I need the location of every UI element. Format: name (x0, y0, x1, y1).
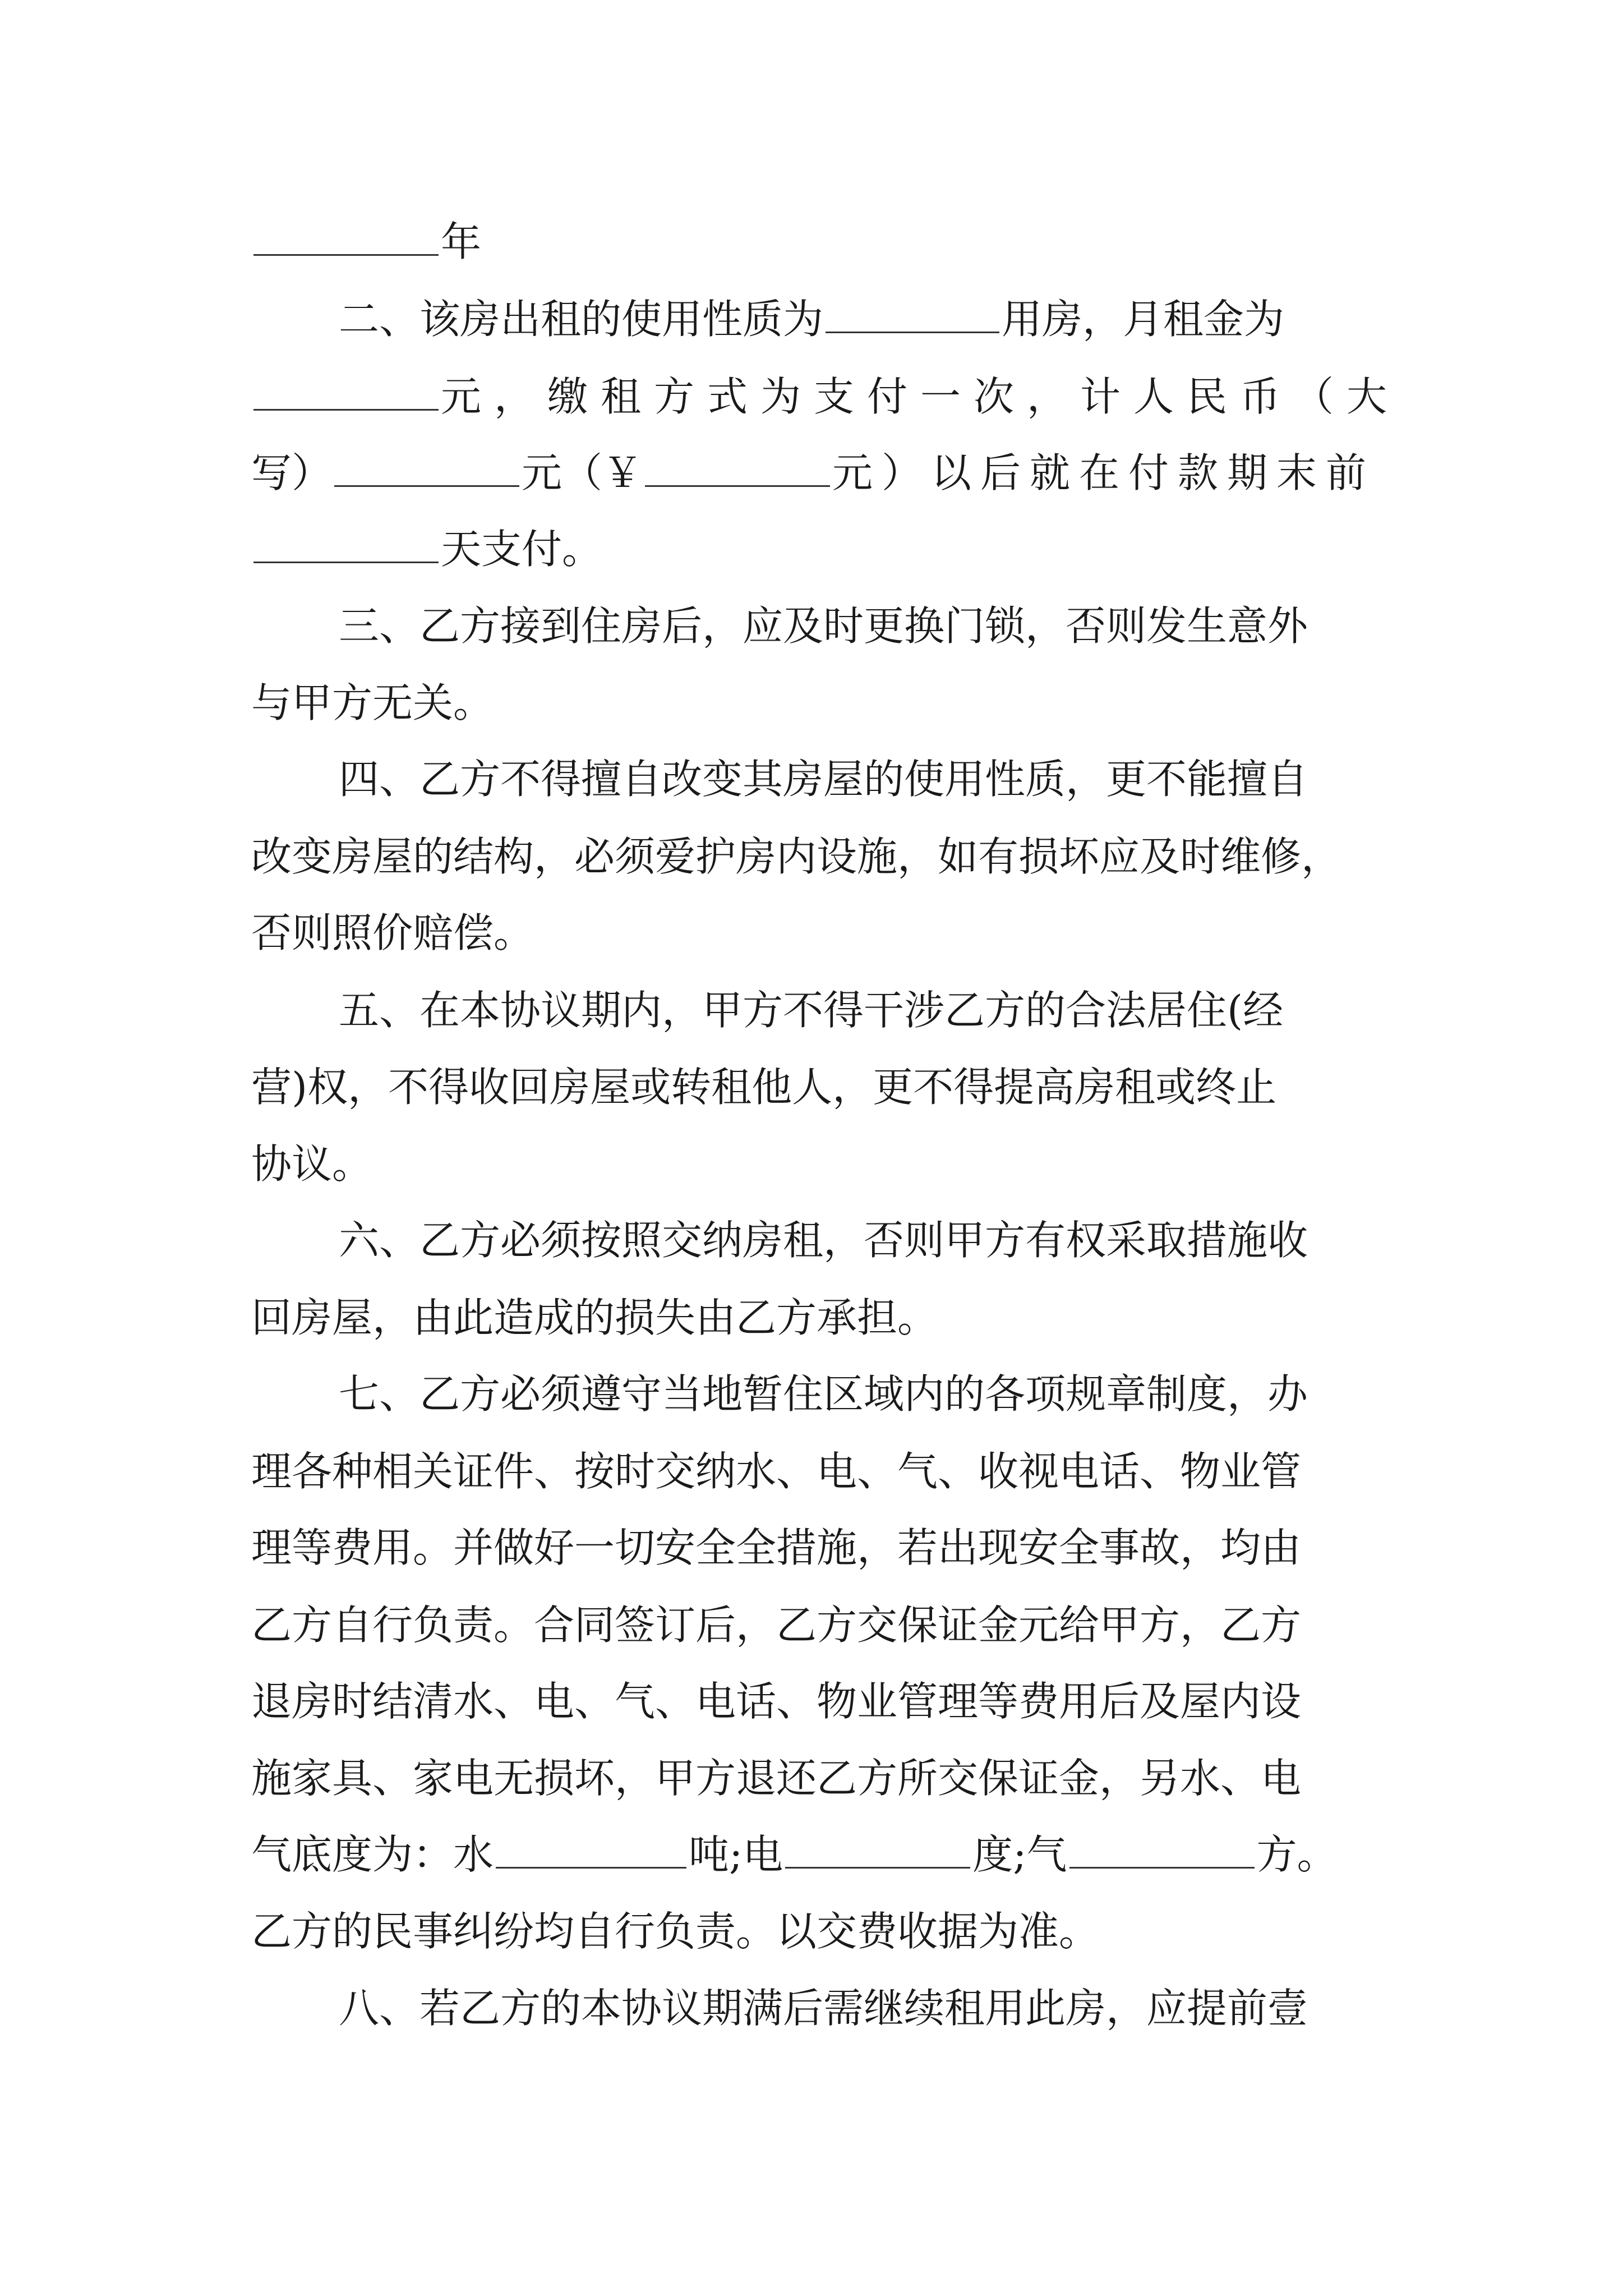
fill-blank (1069, 1828, 1255, 1869)
text-fragment: 元，缴租方式为支付一次，计人民币（大 (441, 373, 1400, 420)
clause-7-line-4: 乙方自行负责。合同签订后，乙方交保证金元给甲方，乙方 (251, 1602, 1302, 1649)
text-fragment: 方。 (1256, 1831, 1338, 1878)
clause-7-line-7 (251, 1815, 1373, 1894)
clause-3-line-1: 三、乙方接到住房后，应及时更换门锁，否则发生意外 (339, 602, 1308, 650)
fill-blank (826, 292, 999, 333)
text-fragment: 用房，月租金为 (1002, 296, 1285, 343)
clause-6-line-2: 回房屋，由此造成的损失由乙方承担。 (251, 1294, 938, 1341)
text-fragment: 气底度为：水 (251, 1831, 494, 1878)
text-fragment: 度;气 (972, 1831, 1067, 1878)
fill-blank (253, 215, 439, 256)
text-fragment: 元）以后就在付款期末前 (832, 449, 1376, 496)
text-line-1 (251, 203, 1373, 281)
clause-2-line-3 (251, 434, 1376, 512)
fill-blank (253, 370, 439, 411)
fill-blank (253, 522, 439, 563)
clause-7-line-6: 施家具、家电无损坏，甲方退还乙方所交保证金，另水、电 (251, 1755, 1302, 1802)
clause-7-line-2: 理各种相关证件、按时交纳水、电、气、收视电话、物业管 (251, 1448, 1302, 1495)
fill-blank (334, 446, 519, 487)
clause-2-line-1 (339, 280, 1460, 358)
clause-7-line-1: 七、乙方必须遵守当地暂住区域内的各项规章制度，办 (339, 1370, 1308, 1418)
text-fragment: 天支付。 (441, 526, 603, 573)
clause-4-line-3: 否则照价赔偿。 (251, 909, 534, 956)
clause-7-line-8: 乙方的民事纠纷均自行负责。以交费收据为准。 (251, 1908, 1100, 1955)
fill-blank (785, 1828, 970, 1869)
text-fragment: 二、该房出租的使用性质为 (339, 296, 824, 343)
clause-4-line-1: 四、乙方不得擅自改变其房屋的使用性质，更不能擅自 (339, 756, 1308, 803)
text-fragment: 元（￥ (522, 449, 643, 496)
fill-blank (496, 1828, 686, 1869)
clause-7-line-5: 退房时结清水、电、气、电话、物业管理等费用后及屋内设 (251, 1678, 1302, 1725)
clause-5-line-3: 协议。 (251, 1140, 373, 1188)
clause-6-line-1: 六、乙方必须按照交纳房租，否则甲方有权采取措施收 (339, 1217, 1308, 1264)
text-fragment: 写） (251, 449, 333, 496)
clause-5-line-1: 五、在本协议期内，甲方不得干涉乙方的合法居住(经 (339, 987, 1284, 1034)
clause-3-line-2: 与甲方无关。 (251, 679, 494, 726)
fill-blank (645, 446, 830, 487)
clause-7-line-3: 理等费用。并做好一切安全全措施，若出现安全事故，均由 (251, 1524, 1302, 1571)
clause-4-line-2: 改变房屋的结构，必须爱护房内设施，如有损坏应及时维修， (251, 833, 1342, 880)
clause-8-line-1: 八、若乙方的本协议期满后需继续租用此房，应提前壹 (339, 1985, 1308, 2032)
text-fragment: 年 (441, 218, 482, 265)
text-fragment: 吨;电 (689, 1831, 783, 1878)
clause-2-line-2 (251, 357, 1400, 436)
clause-5-line-2: 营)权，不得收回房屋或转租他人，更不得提高房租或终止 (251, 1064, 1277, 1111)
clause-2-line-4 (251, 510, 1373, 588)
